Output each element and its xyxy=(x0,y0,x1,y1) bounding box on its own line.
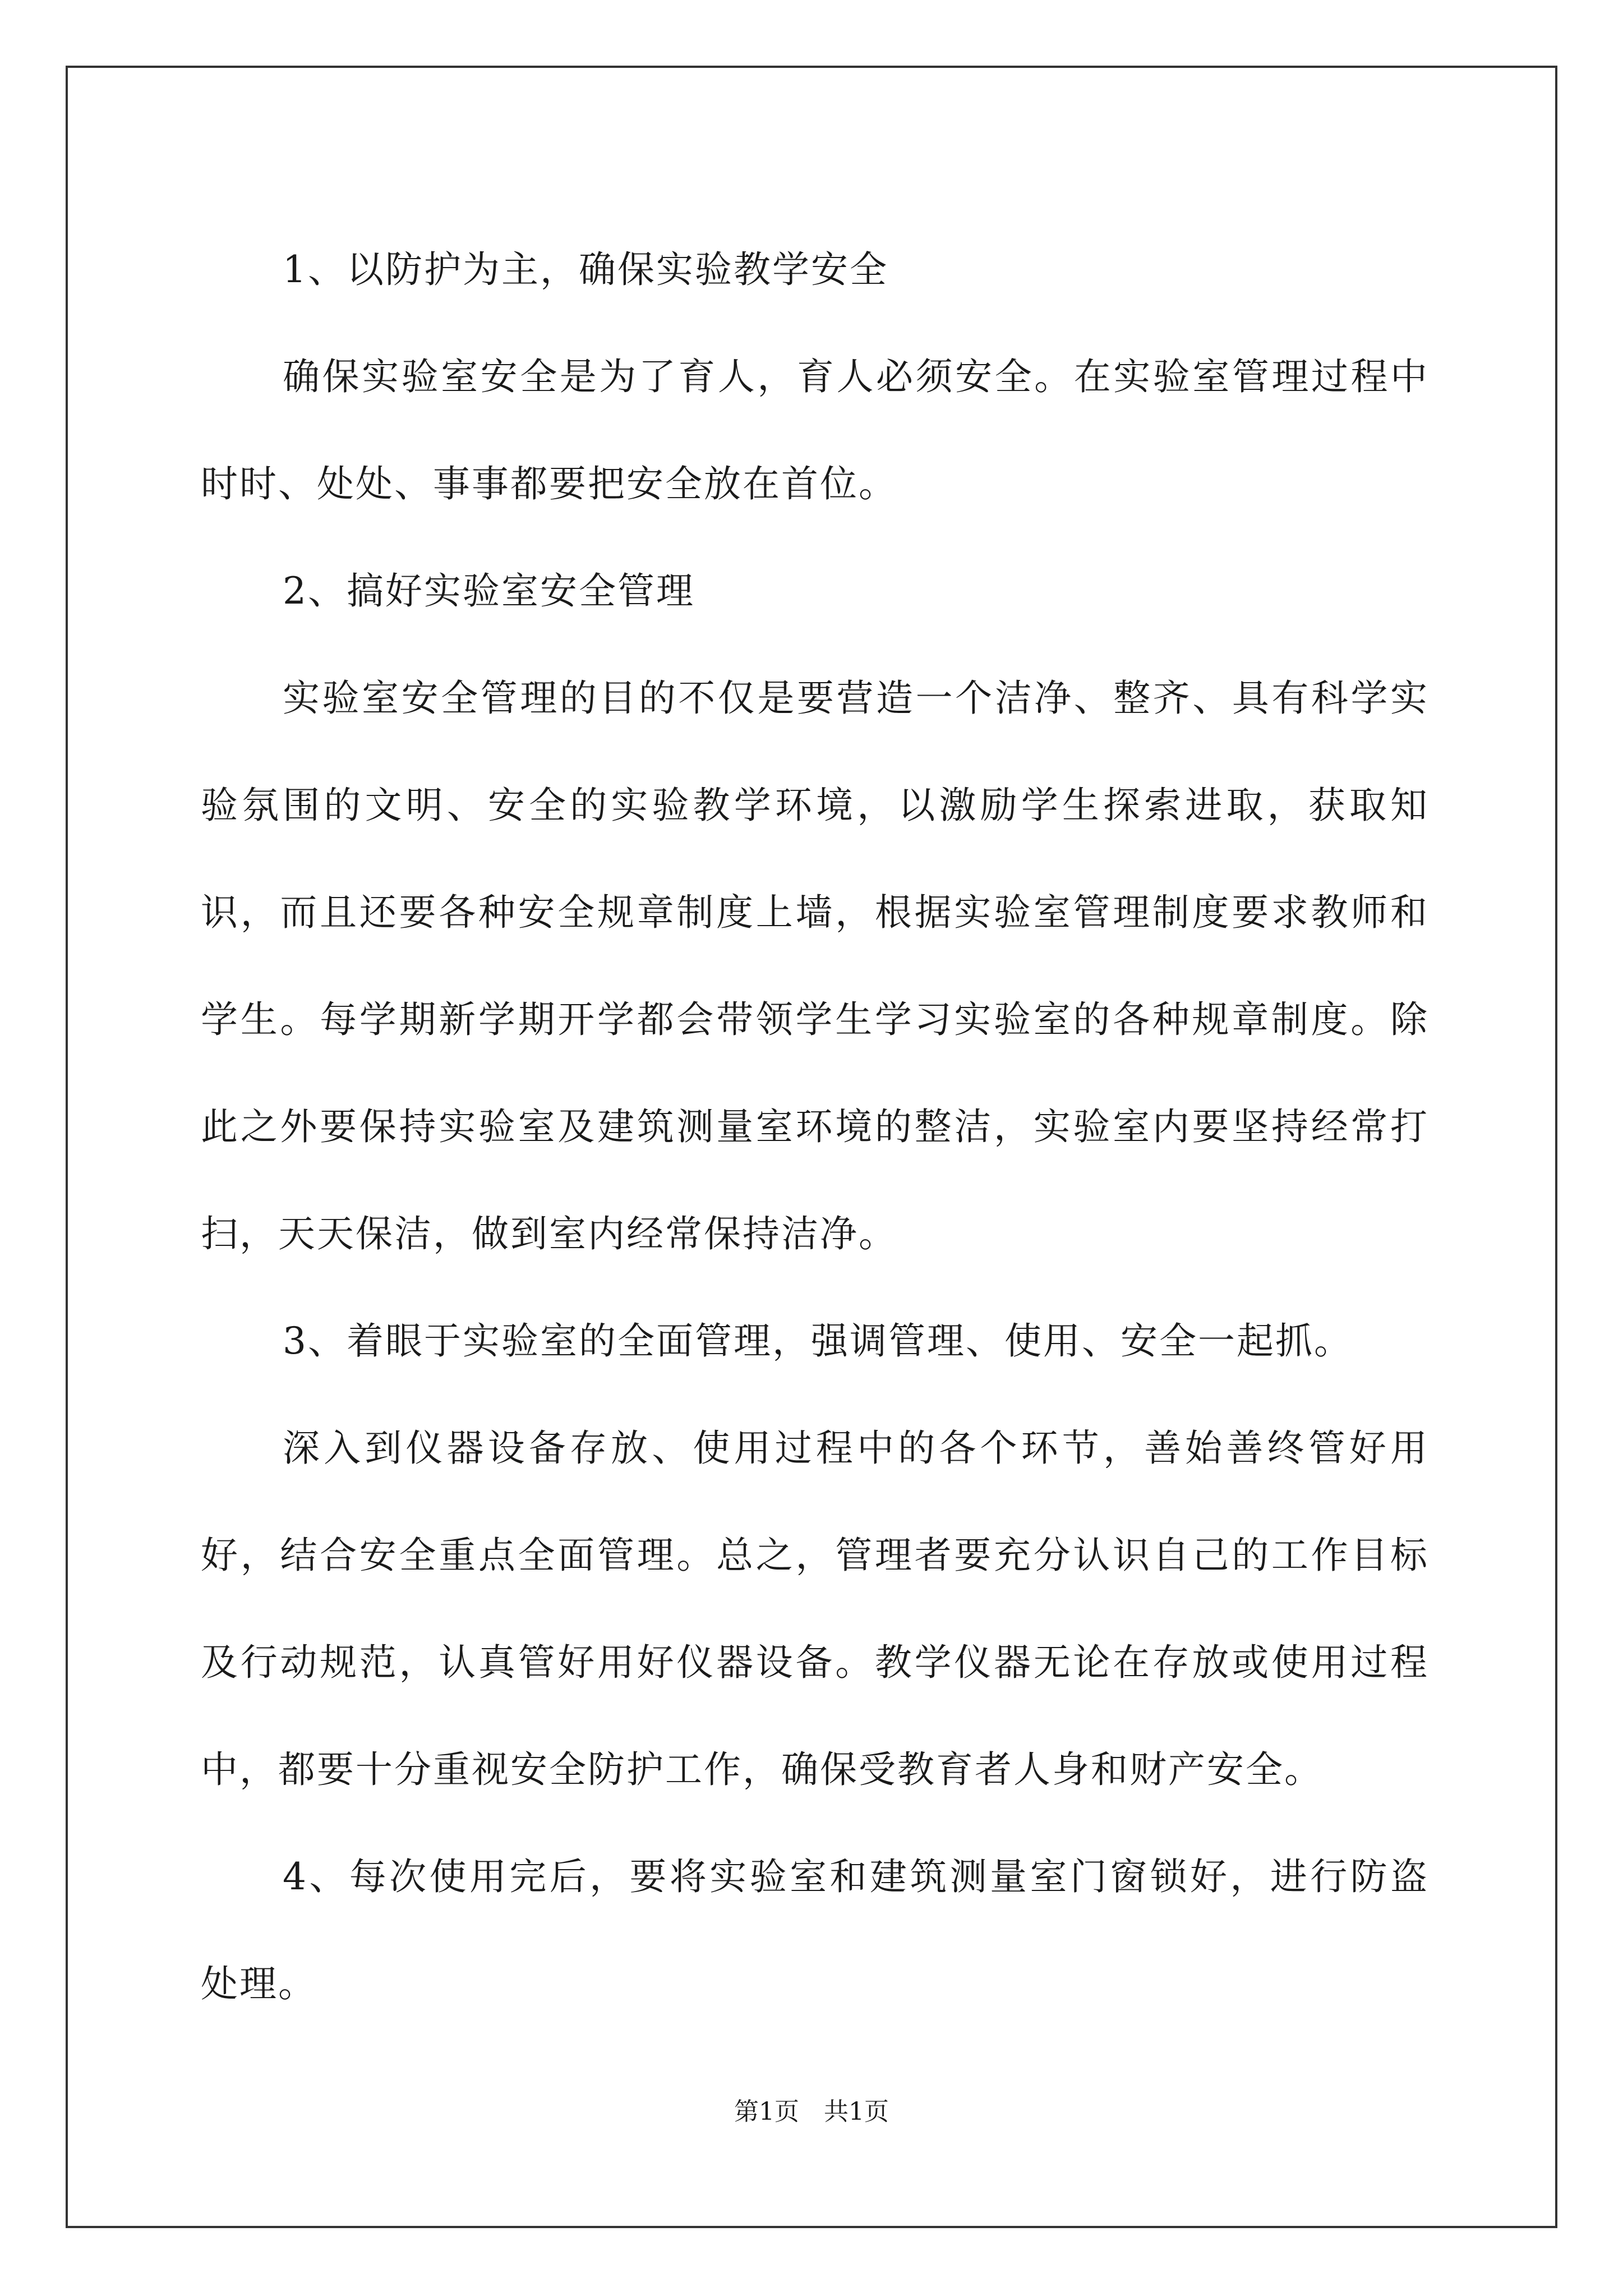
paragraph-2: 实验室安全管理的目的不仅是要营造一个洁净、整齐、具有科学实验氛围的文明、安全的实验教学环境，以激励学生探索进取，获取知识，而且还要各种安全规章制度上墙，根据实验室管理制度要求教师和学生。每学期新学期开学都会带领学生学习实验室的各种规章制度。除此之外要保持实验室及建筑测量室环境的整洁，实验室内要坚持经常打扫，天天保洁，做到室内经常保持洁净。 xyxy=(201,677,1429,1255)
page-number: 第1页 共1页 xyxy=(734,2097,889,2126)
paragraph-3: 深入到仪器设备存放、使用过程中的各个环节，善始善终管好用好，结合安全重点全面管理。总之，管理者要充分认识自己的工作目标及行动规范，认真管好用好仪器设备。教学仪器无论在存放或使用过程中，都要十分重视安全防护工作，确保受教育者人身和财产安全。 xyxy=(201,1427,1429,1791)
heading-3: 3、着眼于实验室的全面管理，强调管理、使用、安全一起抓。 xyxy=(283,1319,1353,1363)
document-body xyxy=(201,216,1429,2037)
paragraph-1: 确保实验室安全是为了育人，育人必须安全。在实验室管理过程中时时、处处、事事都要把安全放在首位。 xyxy=(201,355,1429,505)
heading-1: 1、以防护为主，确保实验教学安全 xyxy=(283,248,888,291)
heading-2: 2、搞好实验室安全管理 xyxy=(283,569,695,613)
heading-4: 4、每次使用完后，要将实验室和建筑测量室门窗锁好，进行防盗处理。 xyxy=(201,1855,1429,2005)
